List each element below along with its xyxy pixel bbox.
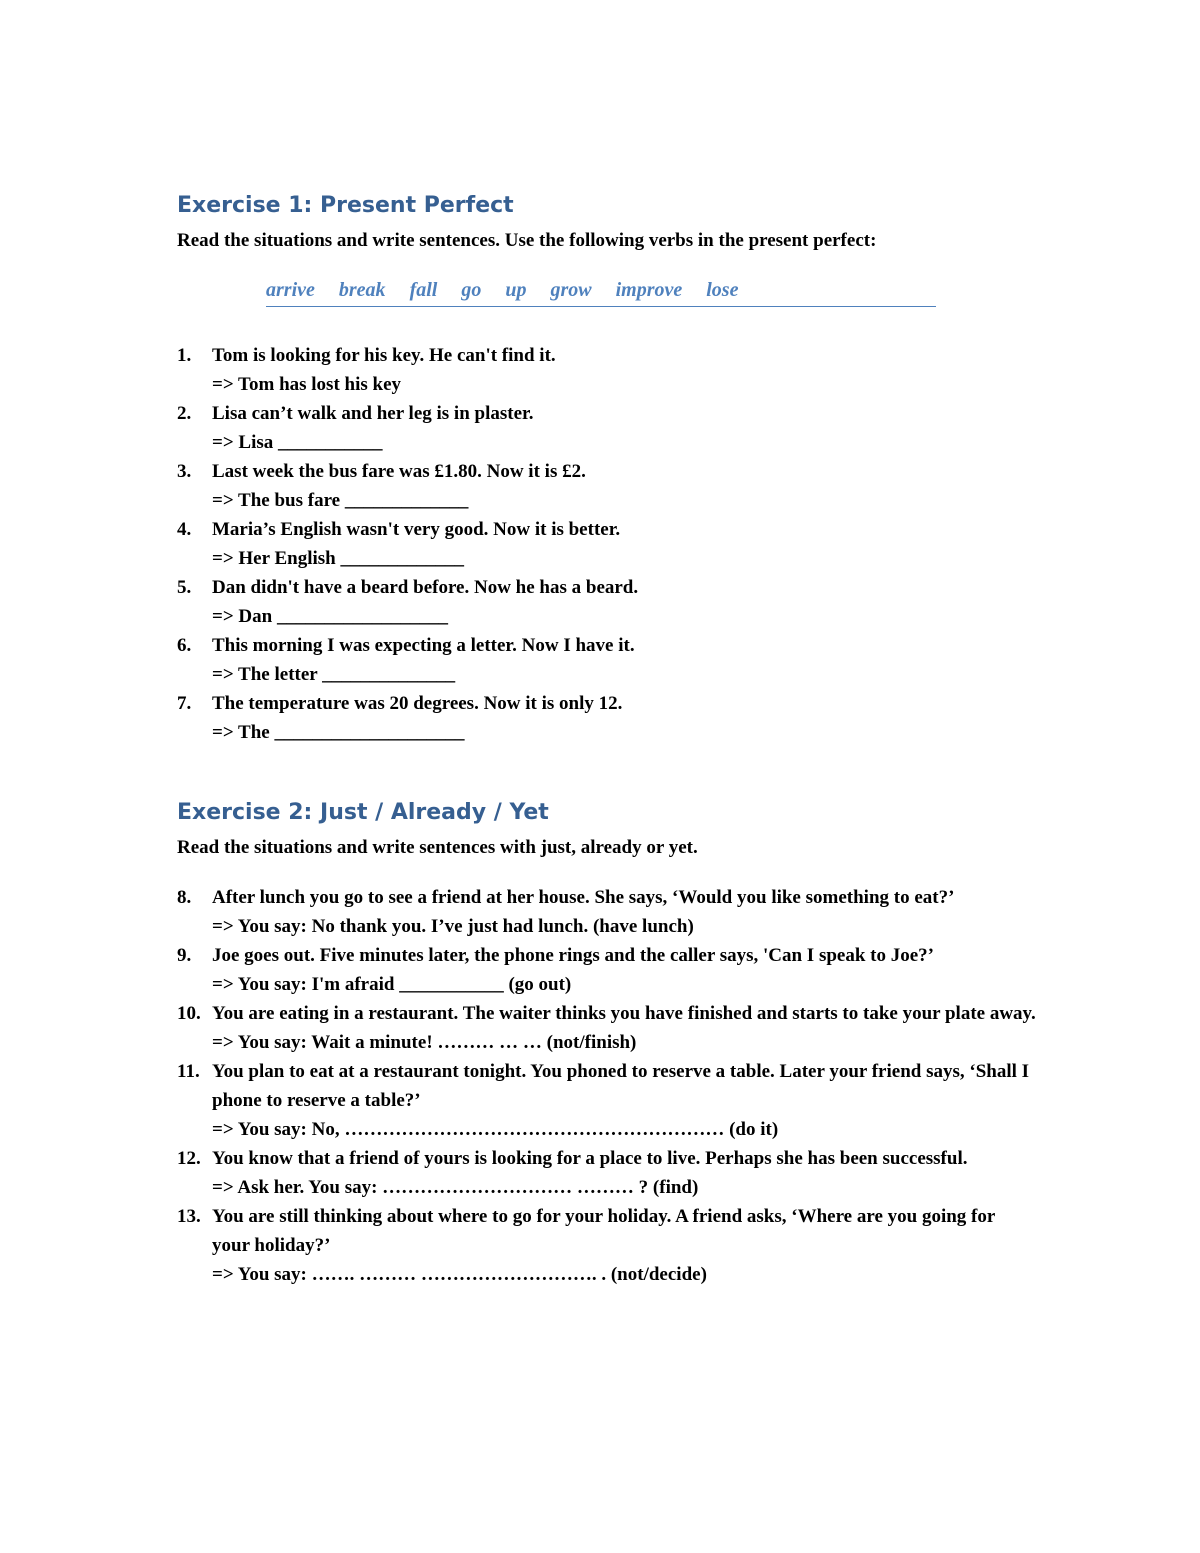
verb-word: fall — [409, 279, 438, 301]
item-answer: => You say: No thank you. I’ve just had lunch. (have lunch) — [212, 916, 694, 937]
item-situation: You plan to eat at a restaurant tonight. You phoned to reserve a table. Later your friend says, ‘Shall I phone to reserve a table?’ — [212, 1061, 1030, 1111]
item-answer: => You say: Wait a minute! ……… … … (not/finish) — [212, 1032, 637, 1053]
item-answer: => Tom has lost his key — [212, 374, 402, 395]
exercise-item — [177, 941, 1037, 999]
exercise-item — [177, 457, 1037, 515]
exercise-1-title: Exercise 1: Present Perfect — [177, 193, 514, 218]
exercise-item — [177, 515, 1037, 573]
item-number: 12. — [177, 1148, 201, 1169]
item-situation: Joe goes out. Five minutes later, the phone rings and the caller says, 'Can I speak to Joe?’ — [212, 945, 934, 966]
verb-word: grow — [550, 279, 592, 301]
exercise-item — [177, 999, 1037, 1057]
item-situation: This morning I was expecting a letter. Now I have it. — [212, 635, 635, 656]
exercise-item — [177, 631, 1037, 689]
exercise-1-instruction: Read the situations and write sentences. Use the following verbs in the present perfect: — [177, 230, 877, 251]
exercise-item — [177, 689, 1037, 747]
item-situation: You know that a friend of yours is looking for a place to live. Perhaps she has been successful. — [212, 1148, 968, 1169]
item-number: 1. — [177, 345, 192, 366]
item-answer: => The ____________________ — [212, 722, 465, 743]
item-number: 6. — [177, 635, 192, 656]
verb-word: break — [338, 279, 386, 301]
item-number: 9. — [177, 945, 192, 966]
exercise-item — [177, 883, 1037, 941]
item-answer: => Her English _____________ — [212, 548, 464, 569]
item-situation: You are still thinking about where to go for your holiday. A friend asks, ‘Where are you going for your holiday?’ — [212, 1206, 995, 1256]
verb-bank — [266, 276, 936, 307]
item-number: 11. — [177, 1061, 200, 1082]
item-number: 5. — [177, 577, 192, 598]
exercise-item — [177, 1057, 1037, 1144]
item-situation: Lisa can’t walk and her leg is in plaster. — [212, 403, 534, 424]
verb-word: arrive — [266, 279, 315, 301]
verb-word: up — [505, 279, 527, 301]
item-answer: => The bus fare _____________ — [212, 490, 469, 511]
item-number: 4. — [177, 519, 192, 540]
verb-word: lose — [706, 279, 739, 301]
exercise-2-list — [177, 883, 1037, 1289]
item-situation: After lunch you go to see a friend at her house. She says, ‘Would you like something to eat?’ — [212, 887, 955, 908]
verb-word: go — [461, 279, 482, 301]
item-answer: => You say: No, …………………………………………………… (do it) — [212, 1119, 779, 1140]
exercise-item — [177, 341, 1037, 399]
item-situation: Dan didn't have a beard before. Now he has a beard. — [212, 577, 639, 598]
item-number: 7. — [177, 693, 192, 714]
item-answer: => You say: ……. ……… ………………………. . (not/decide) — [212, 1264, 707, 1285]
item-number: 8. — [177, 887, 192, 908]
item-situation: The temperature was 20 degrees. Now it is only 12. — [212, 693, 623, 714]
item-answer: => You say: I'm afraid ___________ (go out) — [212, 974, 572, 995]
item-answer: => Ask her. You say: ………………………… ……… ? (find) — [212, 1177, 699, 1198]
exercise-2-instruction: Read the situations and write sentences with just, already or yet. — [177, 837, 698, 858]
exercise-2-title: Exercise 2: Just / Already / Yet — [177, 800, 549, 825]
item-number: 2. — [177, 403, 192, 424]
item-situation: Last week the bus fare was £1.80. Now it is £2. — [212, 461, 586, 482]
item-answer: => The letter ______________ — [212, 664, 456, 685]
exercise-1-list — [177, 341, 1037, 747]
item-situation: Maria’s English wasn't very good. Now it is better. — [212, 519, 621, 540]
item-answer: => Lisa ___________ — [212, 432, 383, 453]
exercise-item — [177, 573, 1037, 631]
item-situation: You are eating in a restaurant. The waiter thinks you have finished and starts to take your plate away. — [212, 1003, 1036, 1024]
item-number: 3. — [177, 461, 192, 482]
item-number: 10. — [177, 1003, 201, 1024]
exercise-item — [177, 1202, 1037, 1289]
exercise-item — [177, 1144, 1037, 1202]
exercise-item — [177, 399, 1037, 457]
item-situation: Tom is looking for his key. He can't find it. — [212, 345, 556, 366]
verb-word: improve — [615, 279, 683, 301]
item-number: 13. — [177, 1206, 201, 1227]
item-answer: => Dan __________________ — [212, 606, 448, 627]
